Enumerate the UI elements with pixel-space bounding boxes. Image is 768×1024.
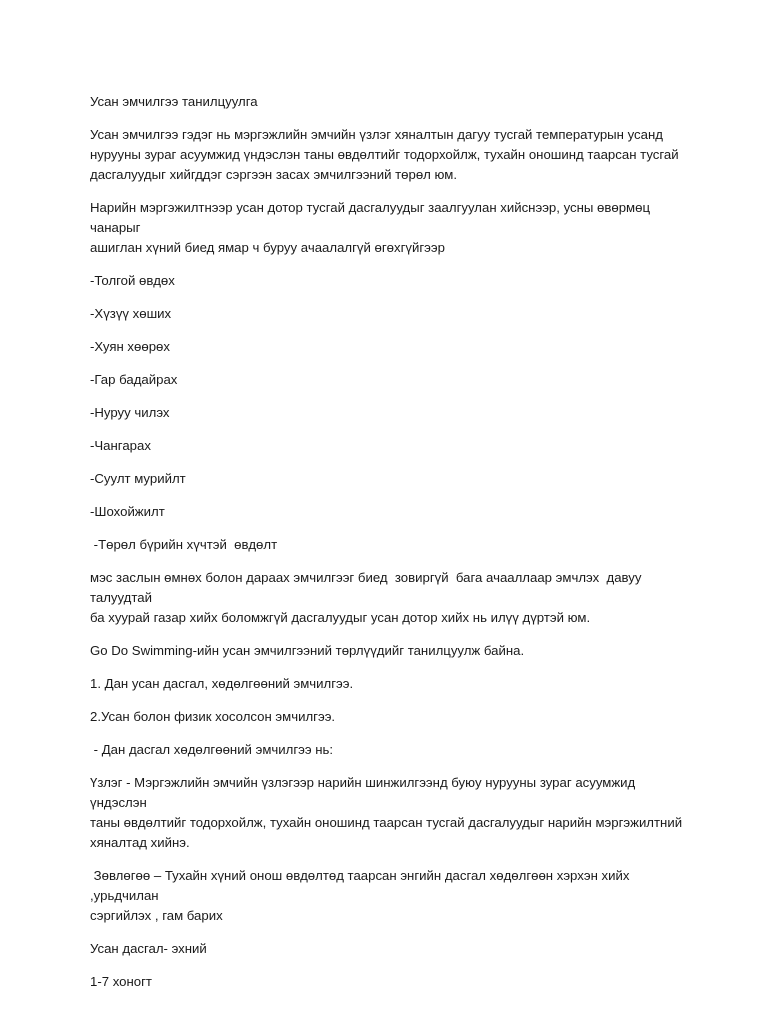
intro-line: Усан эмчилгээ гэдэг нь мэргэжлийн эмчийн үзлэг хяналтын дагуу тусгай температурын усанд bbox=[90, 127, 663, 142]
condition-item: -Чангарах bbox=[90, 438, 151, 453]
duration-label: 1-7 хоногт bbox=[90, 974, 152, 989]
intro-line: дасгалуудыг хийгддэг сэргээн засах эмчилгээний төрөл юм. bbox=[90, 167, 457, 182]
advice-line: Зөвлөгөө – Тухайн хүний онош өвдөлтөд таарсан энгийн дасгал хөдөлгөөн хэрхэн хийх ,урьдчилан bbox=[90, 868, 634, 903]
precision-line: ашиглан хүний биед ямар ч буруу ачаалалгүй өгөхгүйгээр bbox=[90, 240, 445, 255]
surgery-line: ба хуурай газар хийх боломжгүй дасгалуудыг усан дотор хийх нь илүү дүртэй юм. bbox=[90, 610, 591, 625]
condition-item: -Гар бадайрах bbox=[90, 372, 178, 387]
condition-item: -Шохойжилт bbox=[90, 504, 165, 519]
surgery-paragraph bbox=[90, 568, 690, 628]
condition-item: -Толгой өвдөх bbox=[90, 273, 175, 288]
precision-paragraph bbox=[90, 198, 690, 258]
document-body bbox=[90, 92, 690, 1005]
exam-line: таны өвдөлтийг тодорхойлж, тухайн оношинд таарсан тусгай дасгалуудыг нарийн мэргэжилтний bbox=[90, 815, 683, 830]
water-exercise-label: Усан дасгал- эхний bbox=[90, 941, 207, 956]
condition-item: -Хүзүү хөших bbox=[90, 306, 172, 321]
advice-line: сэргийлэх , гам барих bbox=[90, 908, 223, 923]
exam-line: хяналтад хийнэ. bbox=[90, 835, 190, 850]
exam-paragraph bbox=[90, 773, 690, 853]
condition-item: -Хуян хөөрөх bbox=[90, 339, 170, 354]
intro-paragraph bbox=[90, 125, 690, 185]
type-item-2: 2.Усан болон физик хосолсон эмчилгээ. bbox=[90, 709, 336, 724]
condition-item: -Суулт мурийлт bbox=[90, 471, 186, 486]
exam-line: Үзлэг - Мэргэжлийн эмчийн үзлэгээр нарийн шинжилгээнд буюу нурууны зураг асуумжид үндэслэн bbox=[90, 775, 636, 810]
condition-item: -Төрөл бүрийн хүчтэй өвдөлт bbox=[90, 537, 278, 552]
intro-line: нурууны зураг асуумжид үндэслэн таны өвдөлтийг тодорхойлж, тухайн оношинд таарсан тусгай bbox=[90, 147, 679, 162]
document-heading: Усан эмчилгээ танилцуулга bbox=[90, 94, 258, 109]
condition-item: -Нуруу чилэх bbox=[90, 405, 170, 420]
section-heading: - Дан дасгал хөдөлгөөний эмчилгээ нь: bbox=[90, 742, 334, 757]
type-item-1: 1. Дан усан дасгал, хөдөлгөөний эмчилгээ. bbox=[90, 676, 354, 691]
precision-line: Нарийн мэргэжилтнээр усан дотор тусгай дасгалуудыг заалгуулан хийснээр, усны өвөрмөц чанарыг bbox=[90, 200, 651, 235]
advice-paragraph bbox=[90, 866, 690, 926]
surgery-line: мэс заслын өмнөх болон дараах эмчилгээг биед зовиргүй бага ачааллаар эмчлэх давуу талуудтай bbox=[90, 570, 646, 605]
types-intro: Go Do Swimming-ийн усан эмчилгээний төрлүүдийг танилцуулж байна. bbox=[90, 643, 525, 658]
